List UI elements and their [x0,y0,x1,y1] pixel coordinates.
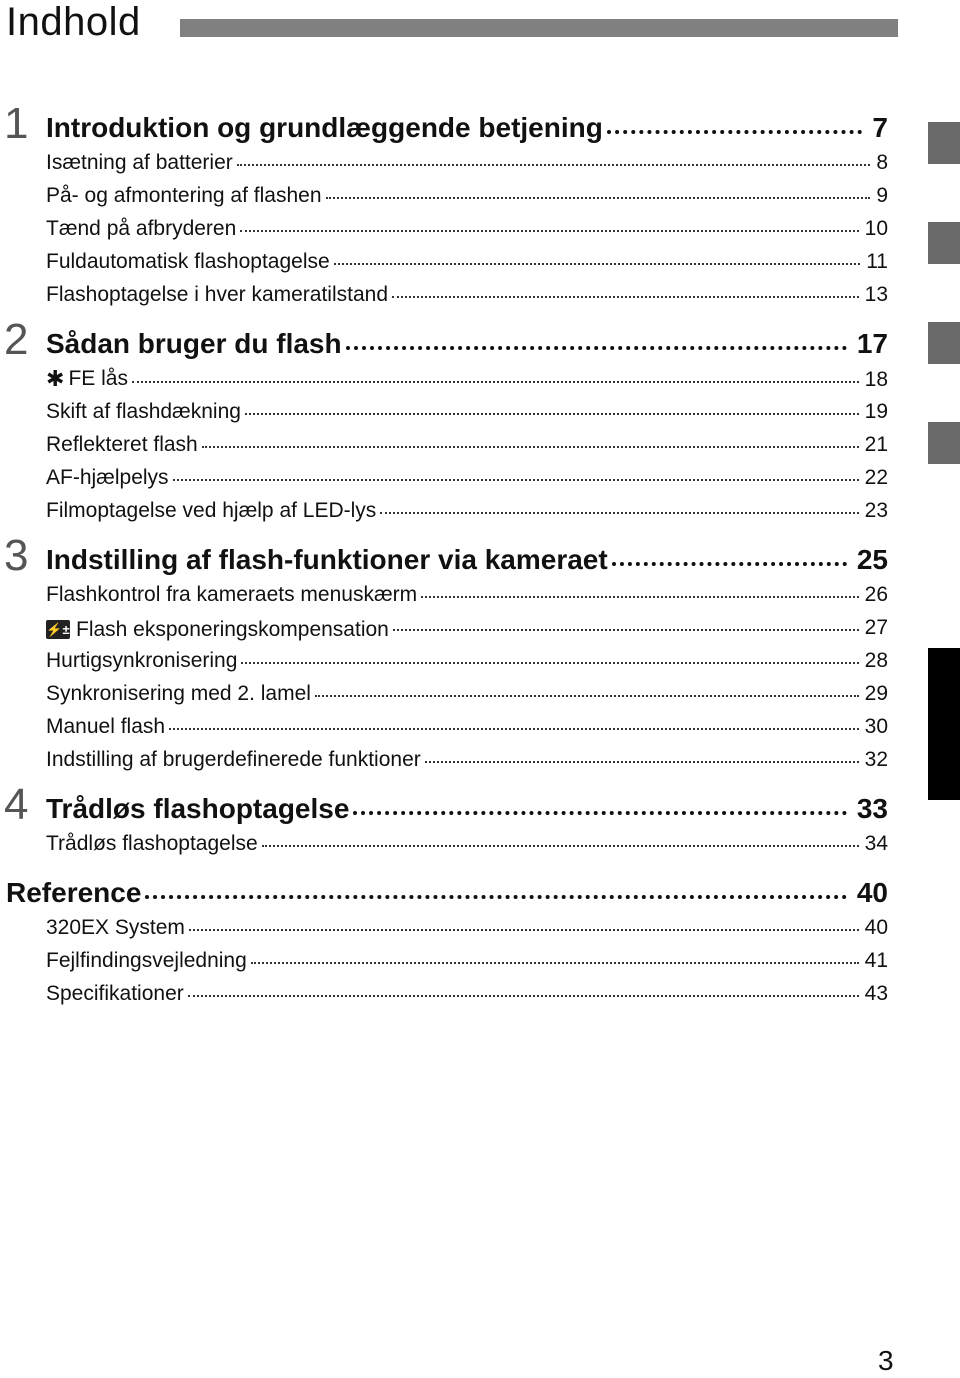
dot-leader [189,929,859,931]
entry-label: Flash eksponeringskompensation [76,617,389,641]
page-ref: 32 [864,748,888,771]
page-ref: 25 [856,544,888,575]
toc-entry[interactable] [46,433,888,463]
chapter-title: Introduktion og grundlæggende betjening [46,112,603,143]
dot-leader [346,346,847,350]
page-ref: 7 [872,112,888,143]
toc-entry[interactable] [46,499,888,529]
dot-leader [132,381,859,383]
dot-leader [326,197,871,199]
toc-entry-chapter-2[interactable] [46,328,888,364]
toc-entry-chapter-4[interactable] [46,793,888,829]
toc-entry[interactable] [46,682,888,712]
dot-leader [393,629,859,631]
page-ref: 22 [864,466,888,489]
dot-leader [188,995,859,997]
dot-leader [237,164,871,166]
entry-label: Isætning af batterier [46,151,233,174]
toc-entry[interactable] [46,949,888,979]
page-ref: 29 [864,682,888,705]
toc-entry[interactable] [46,250,888,280]
chapter-title: Trådløs flashoptagelse [46,793,350,824]
entry-label: Indstilling af brugerdefinerede funktioner [46,748,421,771]
chapter-title: Sådan bruger du flash [46,328,342,359]
entry-label: Trådløs flashoptagelse [46,832,258,855]
chapter-title: Indstilling af flash-funktioner via kameraet [46,544,608,575]
entry-label: FE lås [68,367,128,390]
entry-label: Flashoptagelse i hver kameratilstand [46,283,389,306]
page-title: Indhold [6,0,141,44]
entry-label: Fejlfindingsvejledning [46,949,247,972]
dot-leader [380,512,858,514]
page-ref: 26 [864,583,888,606]
toc-entry-chapter-3[interactable] [46,544,888,580]
toc-entry[interactable] [46,649,888,679]
toc-entry[interactable] [46,616,888,646]
dot-leader [612,562,847,566]
dot-leader [145,895,846,899]
entry-label: Reflekteret flash [46,433,198,456]
page-ref: 41 [864,949,888,972]
thumb-tab-chapter-3[interactable] [928,322,960,364]
chapter-number: 4 [4,780,29,829]
toc-entry[interactable] [46,400,888,430]
toc-entry[interactable] [46,583,888,613]
page-number: 3 [878,1345,894,1376]
dot-leader [315,695,859,697]
toc-entry[interactable] [46,466,888,496]
dot-leader [241,662,858,664]
dot-leader [353,811,846,815]
flash-exposure-compensation-icon: ⚡± [46,622,70,637]
page-ref: 30 [864,715,888,738]
dot-leader [262,845,859,847]
page-ref: 21 [864,433,888,456]
page-ref: 18 [864,368,888,391]
page-ref: 10 [864,217,888,240]
toc-entry[interactable] [46,184,888,214]
toc-entry[interactable] [46,367,888,397]
entry-label: Skift af flashdækning [46,400,241,423]
toc-entry[interactable] [46,715,888,745]
page-ref: 33 [856,793,888,824]
page-ref: 9 [876,184,888,207]
thumb-tab-contents-active[interactable] [928,648,960,800]
entry-label: Filmoptagelse ved hjælp af LED-lys [46,499,377,522]
thumb-tab-chapter-2[interactable] [928,222,960,264]
page-ref: 19 [864,400,888,423]
page-ref: 28 [864,649,888,672]
entry-label: Specifikationer [46,982,184,1005]
entry-label: 320EX System [46,916,185,939]
dot-leader [425,761,859,763]
thumb-tab-chapter-4[interactable] [928,422,960,464]
fe-lock-asterisk-icon: ✱ [46,366,65,391]
page-ref: 40 [856,877,888,908]
toc-entry[interactable] [46,748,888,778]
dot-leader [392,296,859,298]
page-ref: 27 [864,616,888,639]
toc-entry-chapter-1[interactable] [46,112,888,148]
entry-label: På- og afmontering af flashen [46,184,322,207]
dot-leader [173,479,859,481]
entry-label: Synkronisering med 2. lamel [46,682,311,705]
chapter-number: 2 [4,315,29,364]
dot-leader [607,130,863,134]
reference-title: Reference [6,877,142,908]
chapter-number: 3 [4,531,29,580]
entry-label: AF-hjælpelys [46,466,169,489]
dot-leader [245,413,859,415]
page-ref: 13 [864,283,888,306]
entry-label: Hurtigsynkronisering [46,649,238,672]
entry-label: Manuel flash [46,715,166,738]
toc-entry[interactable] [46,832,888,862]
page-ref: 40 [864,916,888,939]
page-ref: 11 [866,250,888,273]
page-ref: 23 [864,499,888,522]
toc-entry-reference[interactable] [6,877,888,913]
toc-entry[interactable] [46,217,888,247]
entry-label: Fuldautomatisk flashoptagelse [46,250,330,273]
title-rule [180,19,898,37]
toc-entry[interactable] [46,916,888,946]
dot-leader [169,728,859,730]
dot-leader [251,962,859,964]
page-ref: 17 [856,328,888,359]
toc-entry[interactable] [46,151,888,181]
toc-entry[interactable] [46,283,888,313]
entry-label: Flashkontrol fra kameraets menuskærm [46,583,418,606]
thumb-tab-chapter-1[interactable] [928,122,960,164]
page-ref: 43 [864,982,888,1005]
dot-leader [202,446,859,448]
dot-leader [421,596,859,598]
toc-entry[interactable] [46,982,888,1012]
chapter-number: 1 [4,99,29,148]
page-ref: 34 [864,832,888,855]
dot-leader [334,263,861,265]
dot-leader [240,230,858,232]
entry-label: Tænd på afbryderen [46,217,237,240]
page-ref: 8 [876,151,888,174]
